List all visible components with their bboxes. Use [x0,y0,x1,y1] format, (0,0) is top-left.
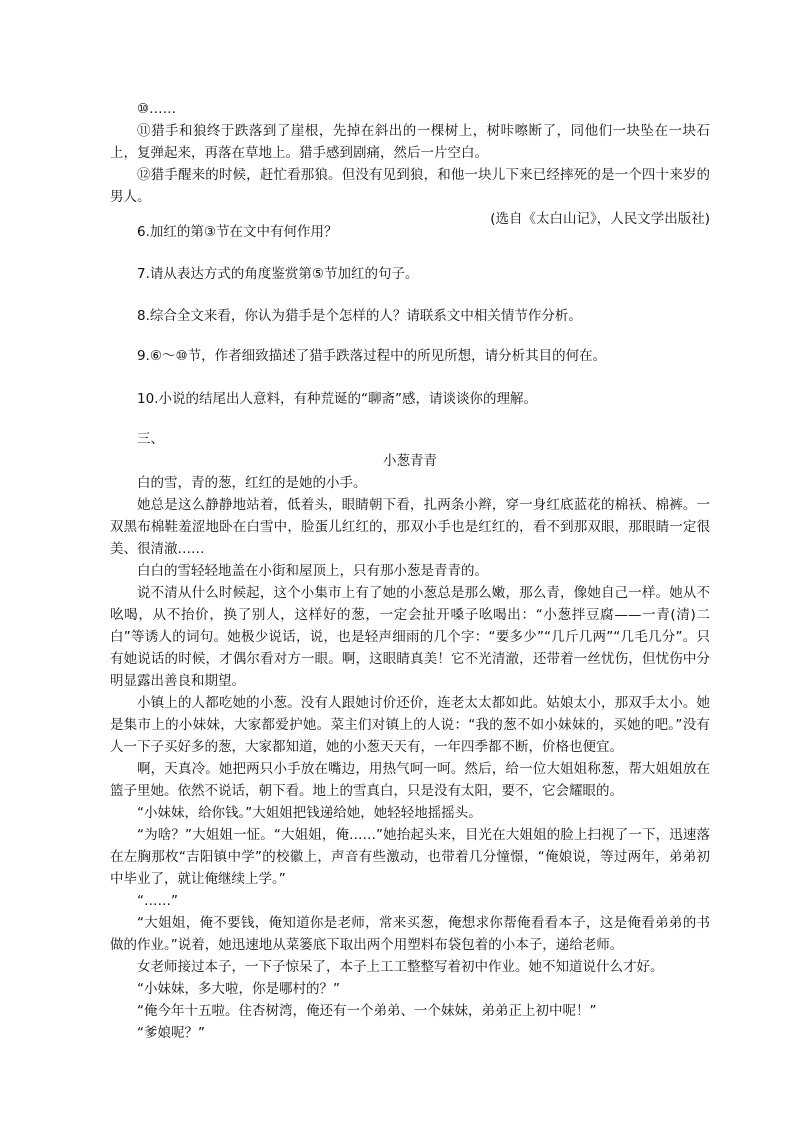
story-paragraph: “小妹妹，多大啦，你是哪村的？” [137,981,340,997]
story-paragraph: 白白的雪轻轻地盖在小街和屋顶上，只有那小葱是青青的。 [137,563,488,579]
paragraph-10: ⑩…… [137,101,177,117]
source-citation: (选自《太白山记》，人民文学出版社) [490,211,710,227]
story-paragraph: “大姐姐，俺不要钱，俺知道你是老师，常来买葱，俺想求你帮俺看看本子，这是俺看弟弟的书做的作业。”说着，她迅速地从菜篓底下取出两个用塑料布袋包着的小本子，递给老师。 [110,915,710,953]
story-paragraph: 她总是这么静静地站着，低着头，眼睛朝下看，扎两条小辫，穿一身红底蓝花的棉袄、棉裤。一双黑布棉鞋羞涩地卧在白雪中，脸蛋儿红红的，那双小手也是红红的，看不到那双眼，那眼睛一定很美、很清澈…… [110,497,710,557]
story-title: 小葱青青 [383,453,437,469]
story-paragraph: 白的雪，青的葱，红红的是她的小手。 [137,475,367,491]
section-3 [110,428,710,1044]
section-number: 三、 [137,431,164,447]
question-8: 8.综合全文来看，你认为猎手是个怎样的人？请联系文中相关情节作分析。 [137,308,582,324]
question-10: 10.小说的结尾出人意料，有种荒诞的“聊斋”感，请谈谈你的理解。 [137,391,537,407]
story-paragraph: “俺今年十五啦。住杏树湾，俺还有一个弟弟、一个妹妹，弟弟正上初中呢！” [137,1003,597,1019]
story-paragraph: “……” [137,893,178,909]
passage-ending [110,98,710,230]
story-body [110,472,710,1044]
paragraph-11: ⑪猎手和狼终于跌落到了崖根，先掉在斜出的一棵树上，树咔嚓断了，同他们一块坠在一块石上，复弹起来，再落在草地上。猎手感到剧痛，然后一片空白。 [110,123,710,161]
story-paragraph: 说不清从什么时候起，这个小集市上有了她的小葱总是那么嫩，那么青，像她自己一样。她从不吆喝，从不抬价，换了别人，这样好的葱，一定会扯开嗓子吆喝出：“小葱拌豆腐——一青(清)二白”等诱人的词句。她极少说话，说，也是轻声细雨的几个字：“要多少”“几斤几两”“几毛几分”。只有她说话的时候，才偶尔看对方一眼。啊，这眼睛真美！它不光清澈，还带着一丝忧伤，但忧伤中分明显露出善良和期望。 [110,585,710,689]
story-paragraph: 女老师接过本子，一下子惊呆了，本子上工工整整写着初中作业。她不知道说什么才好。 [137,959,664,975]
story-paragraph: 啊，天真冷。她把两只小手放在嘴边，用热气呵一呵。然后，给一位大姐姐称葱，帮大姐姐放在篮子里她。依然不说话，朝下看。地上的雪真白，只是没有太阳，要不，它会耀眼的。 [110,761,710,799]
question-9: 9.⑥～⑩节，作者细致描述了猎手跌落过程中的所见所想，请分析其目的何在。 [137,348,607,364]
story-paragraph: 小镇上的人都吃她的小葱。没有人跟她讨价还价，连老太太都如此。姑娘太小，那双手太小。她是集市上的小妹妹，大家都爱护她。菜主们对镇上的人说：“我的葱不如小妹妹的，买她的吧。”没有人一下子买好多的葱，大家都知道，她的小葱天天有，一年四季都不断，价格也便宜。 [110,695,710,755]
story-paragraph: “为啥？”大姐姐一怔。“大姐姐，俺……”她抬起头来，目光在大姐姐的脸上扫视了一下，迅速落在左胸那枚“吉阳镇中学”的校徽上，声音有些激动，也带着几分憧憬，“俺娘说，等过两年，弟弟初中毕业了，就让俺继续上学。” [110,827,710,887]
story-paragraph: “小妹妹，给你钱。”大姐姐把钱递给她，她轻轻地摇摇头。 [137,805,482,821]
story-paragraph: “爹娘呢？” [137,1025,205,1041]
paragraph-12: ⑫猎手醒来的时候，赶忙看那狼。但没有见到狼，和他一块儿下来已经摔死的是一个四十来岁的男人。 [110,167,710,205]
question-6: 6.加红的第③节在文中有何作用？ [137,224,338,240]
question-7: 7.请从表达方式的角度鉴赏第⑤节加红的句子。 [137,266,419,282]
